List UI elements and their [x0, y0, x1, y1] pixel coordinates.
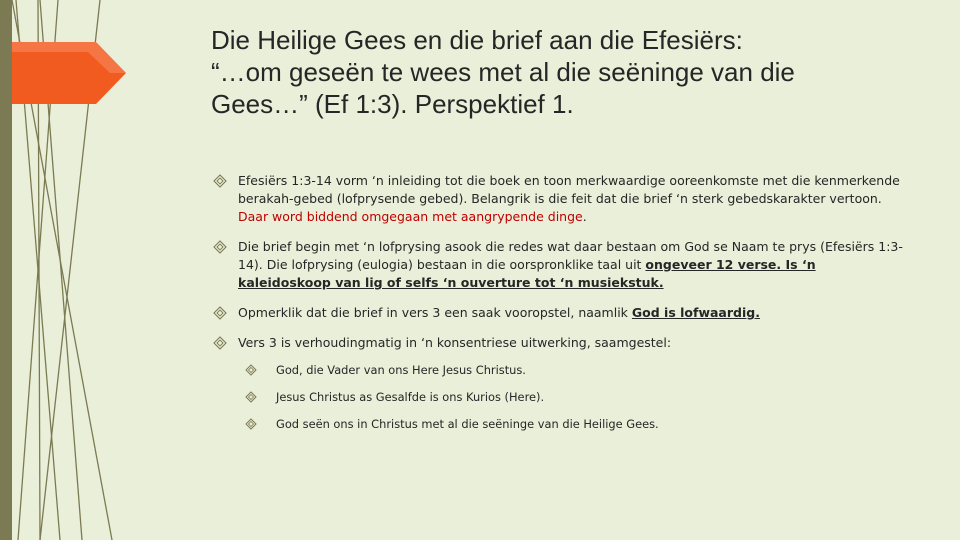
bullet-1-red-text: Daar word biddend omgegaan met aangrypende dinge: [238, 209, 583, 224]
title-line-2: “…om geseën te wees met al die seëninge van die: [211, 57, 795, 87]
slide-title: [211, 24, 911, 120]
diamond-arrows-icon: [213, 174, 227, 188]
diamond-arrows-icon: [245, 391, 257, 403]
title-line-3: Gees…” (Ef 1:3). Perspektief 1.: [211, 89, 574, 119]
left-bar: [0, 0, 12, 540]
bullet-3: [213, 304, 903, 322]
bullet-4: [213, 334, 903, 352]
diamond-arrows-icon: [245, 418, 257, 430]
sub-bullet-2: [245, 389, 903, 405]
sub-bullet-1: [245, 362, 903, 378]
title-line-1: Die Heilige Gees en die brief aan die Efesiërs:: [211, 25, 743, 55]
bullet-2: [213, 238, 903, 292]
sub-bullet-1-text: God, die Vader van ons Here Jesus Christus.: [276, 363, 526, 377]
diamond-arrows-icon: [213, 240, 227, 254]
bullet-2-emphasis: ongeveer 12 verse. Is ‘n kaleidoskoop van lig of selfs ‘n ouverture tot ‘n musiekstuk.: [238, 257, 816, 290]
diamond-arrows-icon: [213, 336, 227, 350]
bullet-1: [213, 172, 903, 226]
diamond-arrows-icon: [213, 306, 227, 320]
bullet-3-text: Opmerklik dat die brief in vers 3 een saak vooropstel, naamlik: [238, 305, 632, 320]
diamond-arrows-icon: [245, 364, 257, 376]
sub-bullet-3-text: God seën ons in Christus met al die seëninge van die Heilige Gees.: [276, 417, 659, 431]
slide-body: [213, 172, 903, 432]
bullet-2-text: Die brief begin met ‘n lofprysing asook die redes wat daar bestaan om God se Naam te prys (Efesiërs 1:3-14). Die lofprysing (eulogia) bestaan in die oorspronklike taal uit: [238, 239, 903, 272]
sub-bullet-3: [245, 416, 903, 432]
bullet-3-emphasis: God is lofwaardig.: [631, 305, 760, 320]
bullet-1-end: .: [582, 209, 587, 224]
bullet-1-text: Efesiërs 1:3-14 vorm ‘n inleiding tot die boek en toon merkwaardige ooreenkomste met die kenmerkende berakah-gebed (lofprysende gebed). Belangrik is die feit dat die brief ‘n sterk gebedskarakter vertoon.: [238, 173, 900, 206]
sub-bullet-2-text: Jesus Christus as Gesalfde is ons Kurios (Here).: [276, 390, 545, 404]
bullet-4-text: Vers 3 is verhoudingmatig in ‘n konsentriese uitwerking, saamgestel:: [238, 335, 672, 350]
